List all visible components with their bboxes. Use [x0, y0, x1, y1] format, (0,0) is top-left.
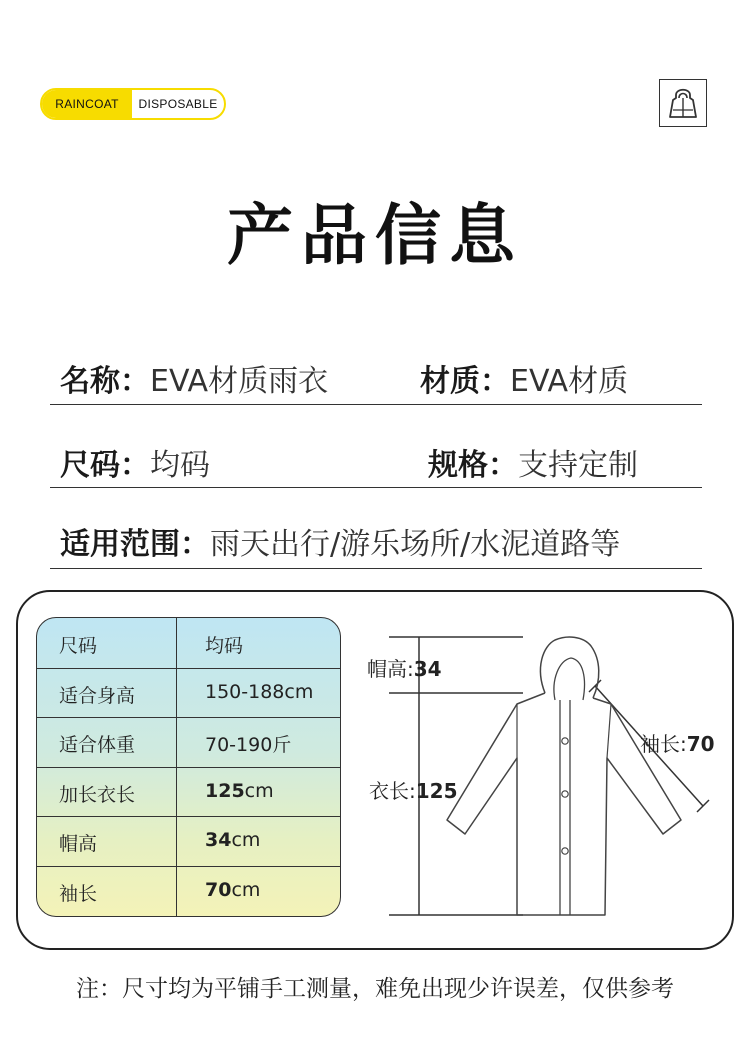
length-value: 125: [415, 779, 458, 803]
sleeve-length-text: 袖长:: [640, 732, 687, 756]
raincoat-icon: [659, 79, 707, 127]
hood-height-text: 帽高:: [367, 657, 414, 681]
spec-label: 规格：: [428, 448, 518, 483]
table-row: [37, 618, 340, 669]
badge-raincoat: RAINCOAT: [42, 90, 132, 118]
table-row: [37, 866, 340, 916]
row-number: 34: [205, 829, 232, 852]
spec-value: 支持定制: [518, 448, 638, 483]
size-label: 尺码：: [60, 448, 150, 483]
table-row: [37, 717, 340, 768]
row-value: [205, 879, 260, 901]
name-label: 名称：: [60, 364, 150, 399]
material-label: 材质：: [420, 364, 510, 399]
size-table: [36, 617, 341, 917]
table-row: [37, 668, 340, 719]
row-label: 袖长: [59, 883, 98, 905]
info-row-name: [50, 356, 702, 405]
row-number: 70: [205, 879, 232, 901]
row-label: 尺码: [59, 635, 98, 657]
info-row-size: [50, 440, 702, 488]
page-title: 产品信息: [227, 197, 523, 274]
row-unit: cm: [231, 829, 261, 852]
name-value: EVA材质雨衣: [150, 364, 329, 399]
row-number: 125: [205, 779, 245, 802]
category-badge: [40, 88, 226, 120]
row-label: 加长衣长: [59, 783, 136, 806]
table-row: [37, 767, 340, 818]
row-value: 70-190斤: [205, 734, 292, 757]
info-row-scope: [50, 519, 702, 569]
scope-value: 雨天出行/游乐场所/水泥道路等: [210, 527, 621, 562]
length-text: 衣长:: [369, 779, 416, 803]
row-label: 适合身高: [59, 684, 136, 707]
table-row: [37, 816, 340, 867]
row-label: 帽高: [59, 833, 98, 856]
raincoat-diagram: [355, 608, 725, 928]
row-unit: cm: [244, 779, 274, 802]
badge-disposable: DISPOSABLE: [138, 97, 218, 111]
row-unit: cm: [231, 879, 261, 901]
hood-height-value: 34: [413, 657, 442, 681]
material-value: EVA材质: [510, 364, 629, 399]
row-value: 150-188cm: [205, 680, 314, 703]
row-value: [205, 829, 260, 851]
row-value: 均码: [205, 635, 244, 657]
footnote: 注：尺寸均为平铺手工测量，难免出现少许误差，仅供参考: [76, 976, 674, 1002]
row-label: 适合体重: [59, 734, 136, 757]
hood-height-label: [367, 653, 442, 682]
size-value: 均码: [150, 448, 210, 483]
row-value: [205, 780, 274, 802]
sleeve-length-label: [640, 728, 715, 757]
length-label: [369, 775, 458, 804]
sleeve-length-value: 70: [686, 732, 715, 756]
scope-label: 适用范围：: [60, 527, 210, 562]
